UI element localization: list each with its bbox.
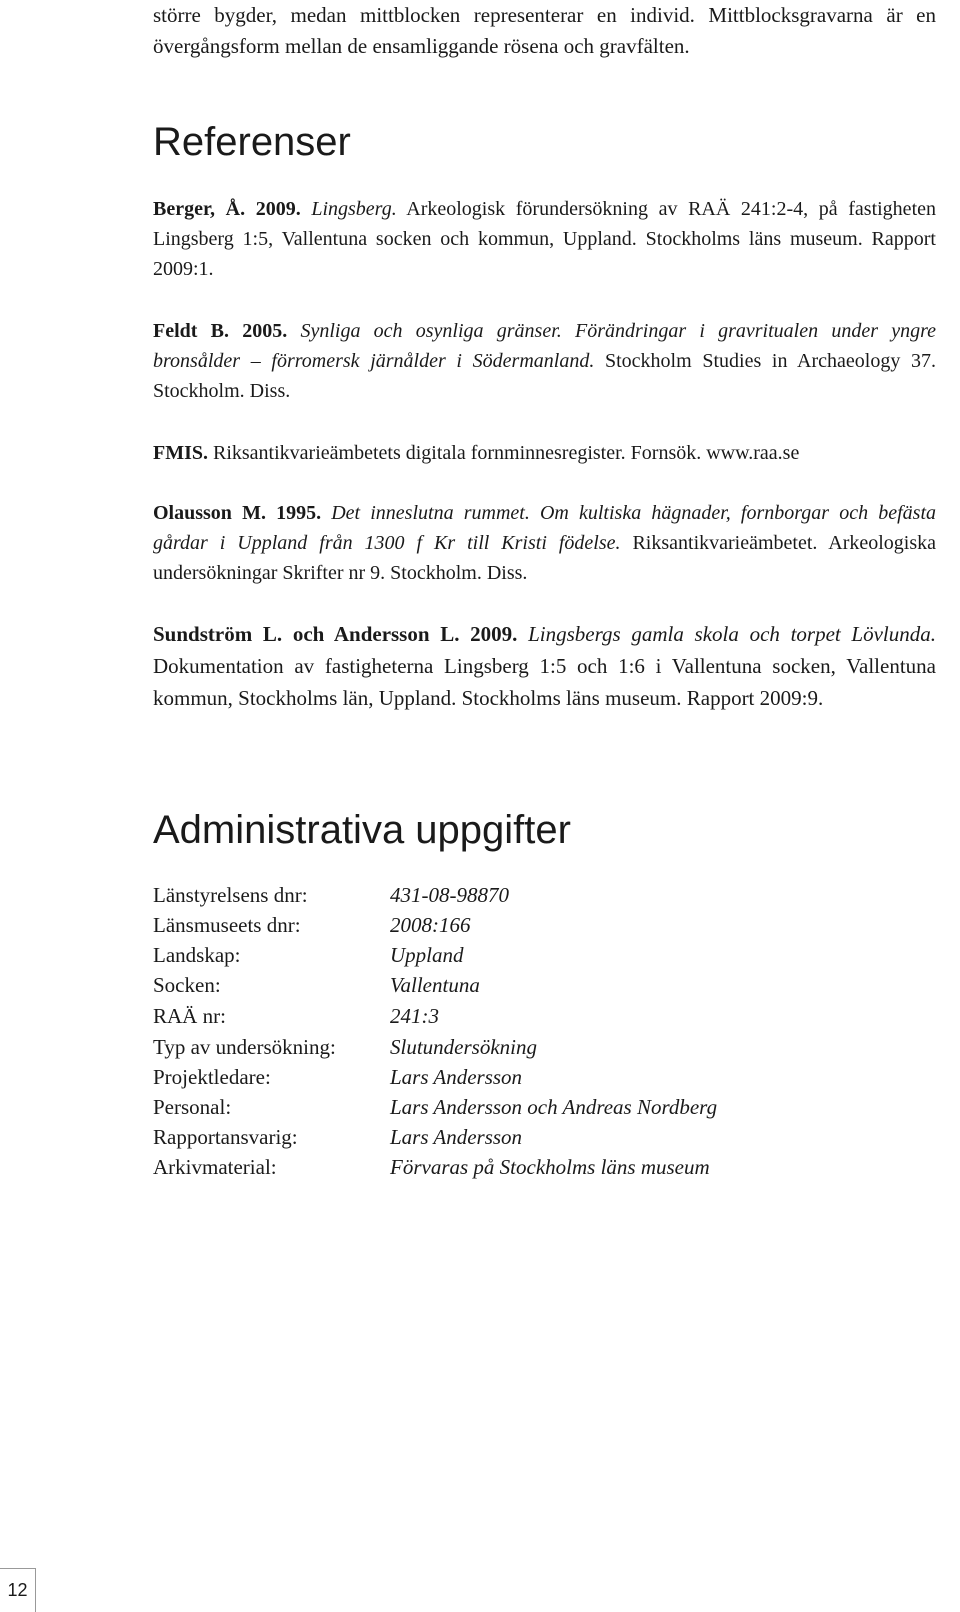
admin-heading: Administrativa uppgifter (153, 808, 571, 852)
reference-author: Olausson M. 1995. (153, 502, 322, 524)
admin-value: Förvaras på Stockholms läns museum (390, 1155, 710, 1179)
admin-value: Vallentuna (390, 973, 480, 997)
admin-value: Lars Andersson och Andreas Nordberg (390, 1095, 718, 1119)
admin-label: Länstyrelsens dnr: (153, 883, 308, 907)
reference-text (153, 438, 936, 468)
reference-details: Stockholm Studies in Archaeology 37. Stockholm. Diss. (153, 350, 936, 402)
references-heading-block (153, 117, 936, 167)
admin-value: Lars Andersson (390, 1065, 523, 1089)
reference-entry (153, 316, 936, 406)
reference-author: Feldt B. 2005. (153, 320, 288, 342)
reference-entry (153, 498, 936, 588)
reference-details: Dokumentation av fastigheterna Lingsberg 1:5 och 1:6 i Vallentuna socken, Vallentuna kommun, Stockholms län, Uppland. Stockholms läns museum. Rapport 2009:9. (153, 654, 936, 710)
admin-label: Socken: (153, 973, 221, 997)
admin-value: Lars Andersson (390, 1125, 523, 1149)
reference-text (153, 498, 936, 588)
admin-value: 241:3 (390, 1004, 439, 1028)
reference-text (153, 194, 936, 284)
admin-label: Arkivmaterial: (153, 1155, 277, 1179)
admin-value: 431-08-98870 (390, 883, 509, 907)
intro-paragraph: större bygder, medan mittblocken representerar en individ. Mittblocksgravarna är en övergångsform mellan de ensamliggande rösena och gravfälten. (153, 3, 936, 58)
reference-details: Arkeologisk förundersökning av RAÄ 241:2-4, på fastigheten Lingsberg 1:5, Vallentuna socken och kommun, Uppland. Stockholms läns museum. Rapport 2009:1. (153, 198, 936, 280)
reference-title: Det inneslutna rummet. Om kultiska hägnader, fornborgar och befästa gårdar i Uppland från 1300 f Kr till Kristi födelse. (153, 502, 936, 554)
admin-heading-block (153, 805, 936, 855)
reference-author: Sundström L. och Andersson L. 2009. (153, 622, 518, 646)
reference-title: Lingsberg. (311, 198, 397, 220)
reference-title: Synliga och osynliga gränser. Förändringar i gravritualen under yngre bronsålder – förromersk järnålder i Södermanland. (153, 320, 937, 372)
reference-details: Riksantikvarieämbetet. Arkeologiska undersökningar Skrifter nr 9. Stockholm. Diss. (153, 532, 937, 584)
admin-label: Rapportansvarig: (153, 1125, 298, 1149)
reference-title: Lingsbergs gamla skola och torpet Lövlunda. (528, 622, 937, 646)
reference-author: Berger, Å. 2009. (153, 198, 301, 220)
admin-label: RAÄ nr: (153, 1004, 226, 1028)
admin-label: Projektledare: (153, 1065, 271, 1089)
admin-label: Landskap: (153, 943, 241, 967)
admin-label: Typ av undersökning: (153, 1035, 336, 1059)
admin-value: 2008:166 (390, 913, 471, 937)
intro-paragraph-block (153, 0, 936, 62)
admin-label: Personal: (153, 1095, 232, 1119)
page-number: 12 (0, 1568, 36, 1612)
admin-value: Slutundersökning (390, 1035, 537, 1059)
references-heading: Referenser (153, 120, 351, 164)
admin-label: Länsmuseets dnr: (153, 913, 301, 937)
reference-entry (153, 438, 936, 468)
reference-details: Riksantikvarieämbetets digitala fornminnesregister. Fornsök. www.raa.se (213, 442, 800, 464)
reference-text (153, 316, 936, 406)
reference-entry (153, 194, 936, 284)
admin-value: Uppland (390, 943, 464, 967)
reference-author: FMIS. (153, 442, 208, 464)
reference-text (153, 618, 936, 714)
reference-entry (153, 618, 936, 714)
